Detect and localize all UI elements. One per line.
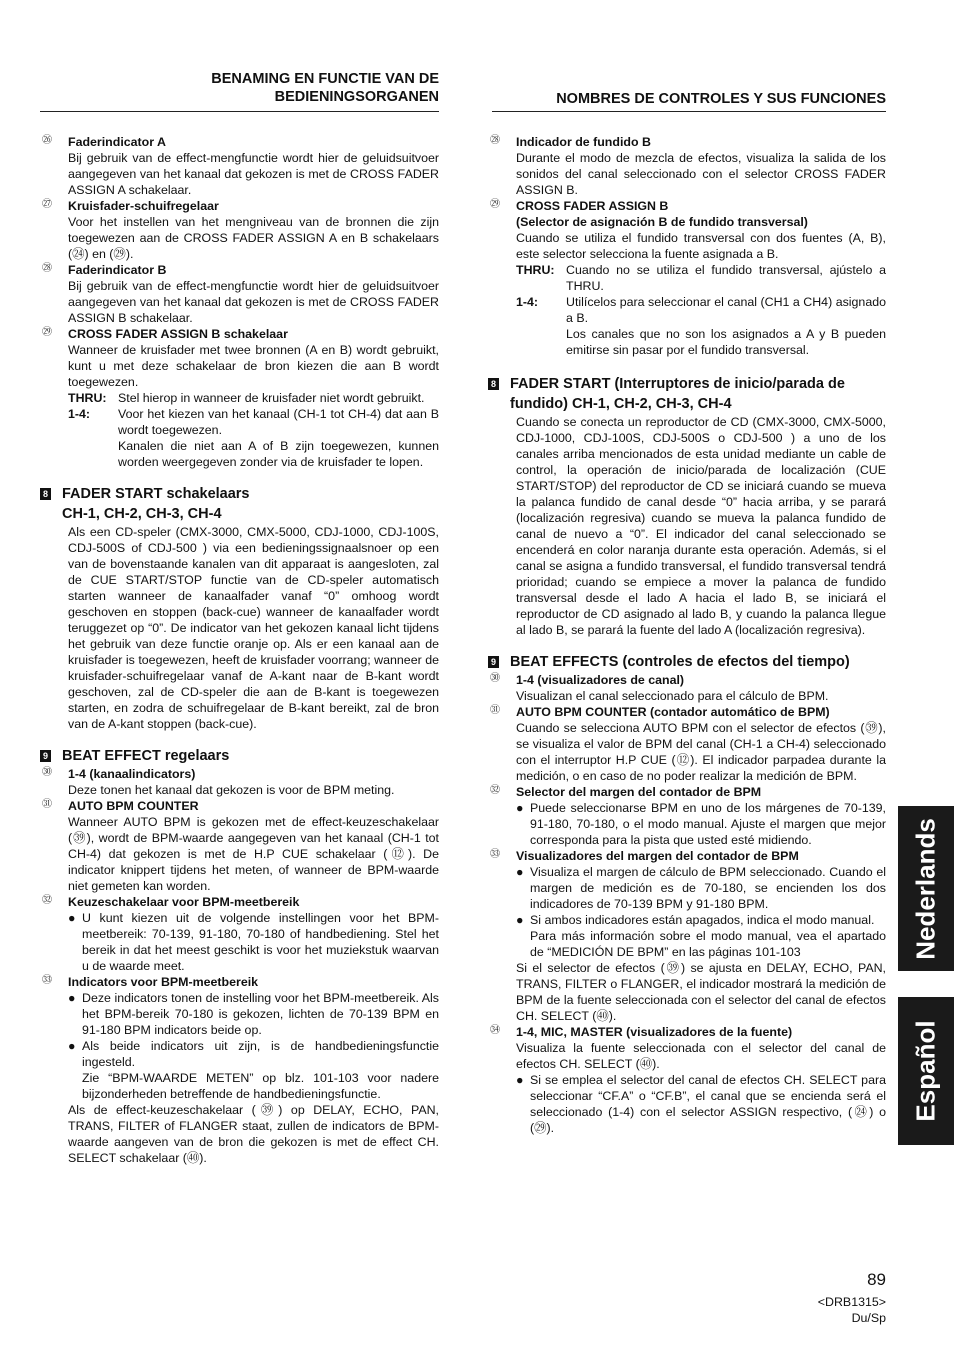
section-8-body: Cuando se conecta un reproductor de CD (CMX-3000, CMX-5000, CDJ-1000, CDJ-100S, CDJ-500S o CDJ-500 ) a uno de los canales arriba mencionados de esta unidad mediante un cable de control, la operación de inicio/parada de localización (CUE START/STOP) del reproductor de CD se iniciará cuando se mueva la palanca fundido de canal desde “0” hacia arriba, y se parará (localización regresiva) cuando se mueva la palanca fundido de canal de nuevo a “0”. El indicador del canal seleccionado se encenderá en color naranja durante esta operación. Además, si el canal se asigna a fundido transversal, el fundido transversal tendrá prioridad; cuando se empiece a mover la palanca de fundido transversal desde el lado A hacia el lado B, se iniciará el reproductor de CD asignado al lado B, y cuando la palanca llegue al lado B, se parará la fuente del lado A (localización regresiva). [516,415,886,637]
option-1-4 [488,294,886,326]
item-title: Keuzeschakelaar voor BPM-meetbereik [68,895,300,909]
callout-number: ㉘ [42,263,52,274]
left-header [191,70,439,106]
item-33-tail: Als de effect-keuzeschakelaar (㊴) op DELAY, ECHO, PAN, TRANS, FILTER of FLANGER staat, zullen de indicators de BPM-waarde aangeven van de bron die gekozen is met de effect CH. SELECT schakelaar (㊵). [68,1103,439,1165]
item-title: Faderindicator A [68,135,166,149]
callout-number: ㉘ [490,135,500,146]
right-header: NOMBRES DE CONTROLES Y SUS FUNCIONES [556,91,886,107]
section-title-line2: CH-1, CH-2, CH-3, CH-4 [62,506,222,522]
item-subtitle: (Selector de asignación B de fundido transversal) [516,215,808,229]
callout-number: ㉛ [490,705,500,716]
section-9-heading [40,746,439,766]
item-title: Indicador de fundido B [516,135,651,149]
bullet-item [488,800,886,848]
item-body: Cuando se utiliza el fundido transversal con dos fuentes (A, B), este selector selecciona la fuente asignada a B. [516,231,886,261]
callout-number: ㉞ [490,1025,500,1036]
bullet-icon: ● [68,911,76,925]
bullet-item [40,1038,439,1070]
bullet-text: Deze indicators tonen de instelling voor het BPM-meetbereik. Als het BPM-bereik 70-180 is gekozen, lichten de 70-139 BPM en 91-180 BPM indicators beide op. [82,991,439,1037]
item-title: AUTO BPM COUNTER [68,799,199,813]
item-body: Cuando se selecciona AUTO BPM con el selector de efectos (㊴), se visualiza el valor de BPM del canal (CH-1 a CH-4) seleccionado con el interruptor H.P CUE (⑫). El indicador parpadea durante la medición, o en caso de no poder realizar la medición de BPM. [516,721,886,783]
left-header-rule [40,111,439,112]
option-note: Los canales que no son los asignados a A y B pueden emitirse sin pasar por el fundido transversal. [566,327,886,357]
bullet-item [488,912,886,928]
bullet-icon: ● [68,1039,76,1053]
item-27 [40,198,439,262]
section-9-heading [488,652,886,672]
right-column [488,134,886,1136]
item-33-tail: Si el selector de efectos (㊴) se ajusta en DELAY, ECHO, PAN, TRANS, FILTER o FLANGER, el indicador mostrará la medición de BPM de la fuente seleccionada con el selector del canal de efectos CH. SELECT (㊵). [516,961,886,1023]
option-key: 1-4: [516,295,539,309]
item-title: Visualizadores del margen del contador de BPM [516,849,799,863]
option-value: Voor het kiezen van het kanaal (CH-1 tot CH-4) dat aan B wordt toegewezen. [118,407,439,437]
callout-number: ㉙ [490,199,500,210]
item-30 [40,766,439,798]
item-title: CROSS FADER ASSIGN B [516,199,669,213]
item-26 [40,134,439,198]
section-title-line2: fundido) CH-1, CH-2, CH-3, CH-4 [510,396,732,412]
section-number-box: 9 [40,750,51,762]
item-body: Wanneer AUTO BPM is gekozen met de effect-keuzeschakelaar (㊴), wordt de BPM-waarde aangegeven van het kanaal (CH-1 tot CH-4) dat gekozen is met de H.P CUE schakelaar (⑫). De indicator knippert tijdens het meten, of wanneer de BPM-waarde niet gemeten kan worden. [68,815,439,893]
bullet-icon: ● [516,865,524,879]
item-title: Indicators voor BPM-meetbereik [68,975,259,989]
item-34 [488,1024,886,1072]
section-title-line1: FADER START (Interruptores de inicio/parada de [510,376,845,392]
item-29 [488,198,886,262]
left-header-line1: BENAMING EN FUNCTIE VAN DE [211,71,439,87]
option-value: Stel hierop in wanneer de kruisfader niet wordt gebruikt. [118,391,425,405]
callout-number: ㉝ [490,849,500,860]
language-code: Du/Sp [851,1311,886,1325]
callout-number: ㉚ [490,673,500,684]
section-8-heading [488,374,886,414]
item-30 [488,672,886,704]
bullet-continuation: Para más información sobre el modo manual, vea el apartado de “MEDICIÓN DE BPM” en las páginas 101-103 [530,929,886,959]
item-32 [40,894,439,910]
option-value: Cuando no se utiliza el fundido transversal, ajústelo a THRU. [566,263,886,293]
callout-number: ㉖ [42,135,52,146]
item-title: AUTO BPM COUNTER (contador automático de BPM) [516,705,830,719]
bullet-icon: ● [516,801,524,815]
language-tab-nederlands [898,806,954,971]
option-thru [488,262,886,294]
option-1-4 [40,406,439,438]
item-title: CROSS FADER ASSIGN B schakelaar [68,327,288,341]
callout-number: ㉝ [42,975,52,986]
item-body: Bij gebruik van de effect-mengfunctie wordt hier de geluidsuitvoer aangegeven van het kanaal dat gekozen is met de CROSS FADER ASSIGN A schakelaar. [68,151,439,197]
option-thru [40,390,439,406]
bullet-text: U kunt kiezen uit de volgende instellingen voor het BPM-meetbereik: 70-139, 91-180, 70-180 of handbediening. Stel het bereik in dat het meest geschikt is voor het muziekstuk waarvan u de waarde meet. [82,911,439,973]
left-column [40,134,439,1166]
section-number-box: 8 [40,488,51,500]
item-33 [488,848,886,864]
section-number-box: 9 [488,656,499,668]
item-31 [488,704,886,784]
item-33 [40,974,439,990]
bullet-icon: ● [516,913,524,927]
option-key: THRU: [68,391,107,405]
item-body: Voor het instellen van het mengniveau van de bronnen die zijn toegewezen aan de CROSS FADER ASSIGN A en B schakelaars (㉔) en (㉙). [68,215,439,261]
option-value: Utilícelos para seleccionar el canal (CH1 a CH4) asignado a B. [566,295,886,325]
item-title: 1-4 (visualizadores de canal) [516,673,685,687]
bullet-icon: ● [68,991,76,1005]
bullet-text: Als beide indicators uit zijn, is de handbedieningsfunctie ingesteld. [82,1039,439,1069]
item-title: 1-4, MIC, MASTER (visualizadores de la fuente) [516,1025,793,1039]
item-title: Selector del margen del contador de BPM [516,785,762,799]
bullet-icon: ● [516,1073,524,1087]
item-body: Visualiza la fuente seleccionada con el selector del canal de efectos CH. SELECT (㊵). [516,1041,886,1071]
bullet-text: Si ambos indicadores están apagados, indica el modo manual. [530,913,875,927]
item-28 [40,262,439,326]
section-title-line1: FADER START schakelaars [62,486,250,502]
item-28 [488,134,886,198]
right-header-rule [492,111,886,112]
section-8-body: Als een CD-speler (CMX-3000, CMX-5000, CDJ-1000, CDJ-100S, CDJ-500S of CDJ-500 ) via een bedieningssignaalsnoer op een van de bovenstaande kanalen van dit apparaat is aangesloten, zal de CUE START/STOP functie van de CD-speler automatisch starten wanneer de kanaalfader vanaf “0” omhoog wordt geschoven en stoppen (back-cue) wanneer de kanaalfader wordt teruggezet op “0”. De indicator van het gekozen kanaal licht tijdens het gebruik van deze functie oranje op. Als er een kanaal aan de kruisfader is toegewezen, heeft de kruisfader voorrang; wanneer de kruisfader-schuifregelaar vanaf de A-kant naar de B-kant wordt geschoven, zal de CD-speler die aan de B-kant is toegewezen starten, en zodra de schuifregelaar de B-kant bereikt, zal de bron van de A-kant stoppen (back-cue). [68,525,439,731]
item-body: Deze tonen het kanaal dat gekozen is voor de BPM meting. [68,783,395,797]
option-key: 1-4: [68,407,91,421]
callout-number: ㉜ [42,895,52,906]
item-title: 1-4 (kanaalindicators) [68,767,196,781]
item-body: Visualizan el canal seleccionado para el cálculo de BPM. [516,689,829,703]
item-31 [40,798,439,894]
section-title: BEAT EFFECTS (controles de efectos del tiempo) [510,654,850,670]
bullet-text: Visualiza el margen de cálculo de BPM seleccionado. Cuando el margen de medición es de 70-180, se encienden los dos indicadores de 70-139 BPM y 91-180 BPM. [530,865,886,911]
bullet-text: Si se emplea el selector del canal de efectos CH. SELECT para seleccionar “CF.A” o “CF.B”, el canal que se encienda será el seleccionado (1-4) con el selector ASSIGN respectivo, (㉔) o (㉙). [530,1073,886,1135]
bullet-item [40,910,439,974]
item-body: Wanneer de kruisfader met twee bronnen (A en B) wordt gebruikt, kunt u met deze schakelaar de bron kiezen die aan B wordt toegewezen. [68,343,439,389]
option-note: Kanalen die niet aan A of B zijn toegewezen, kunnen worden weergegeven zonder via de kruisfader te lopen. [118,439,439,469]
item-32 [488,784,886,800]
model-code: <DRB1315> [817,1295,886,1309]
bullet-item [40,990,439,1038]
section-8-heading [40,484,439,524]
left-header-line2: BEDIENINGSORGANEN [274,89,439,105]
page-number: 89 [867,1270,886,1289]
option-key: THRU: [516,263,555,277]
item-body: Durante el modo de mezcla de efectos, visualiza la salida de los sonidos del canal seleccionado con el selector CROSS FADER ASSIGN B. [516,151,886,197]
item-29 [40,326,439,390]
callout-number: ㉗ [42,199,52,210]
section-title: BEAT EFFECT regelaars [62,748,230,764]
bullet-text: Puede seleccionarse BPM en uno de los márgenes de 70-139, 91-180, 70-180, o el modo manual. Ajuste el margen que mejor corresponda para la pista que usted esté midiendo. [530,801,886,847]
tab-label: Nederlands [910,817,941,960]
callout-number: ㉜ [490,785,500,796]
callout-number: ㉚ [42,767,52,778]
callout-number: ㉙ [42,327,52,338]
item-title: Faderindicator B [68,263,167,277]
language-tab-espanol [898,997,954,1145]
bullet-item [488,864,886,912]
section-number-box: 8 [488,378,499,390]
document-code [818,1294,886,1326]
callout-number: ㉛ [42,799,52,810]
item-body: Bij gebruik van de effect-mengfunctie wordt hier de geluidsuitvoer aangegeven van het kanaal dat gekozen is met de CROSS FADER ASSIGN B schakelaar. [68,279,439,325]
bullet-item [488,1072,886,1136]
item-title: Kruisfader-schuifregelaar [68,199,219,213]
tab-label: Español [910,1020,941,1122]
bullet-continuation: Zie “BPM-WAARDE METEN” op blz. 101-103 voor nadere bijzonderheden betreffende de handbedieningsfunctie. [82,1071,439,1101]
